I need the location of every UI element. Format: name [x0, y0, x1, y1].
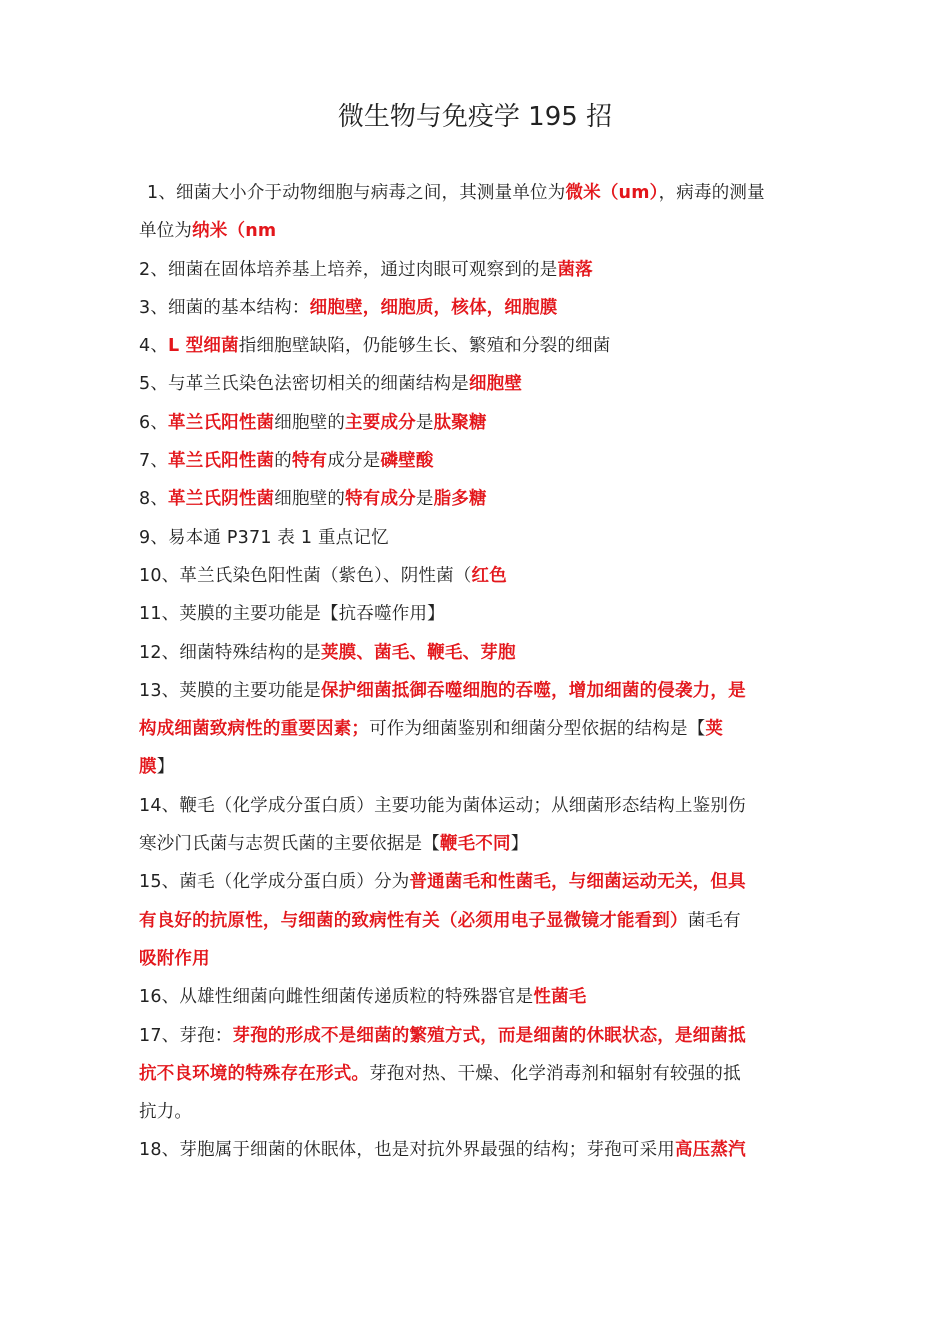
- list-item: [139, 480, 799, 518]
- text-line: [139, 480, 799, 518]
- highlighted-text: 普通菌毛和性菌毛，与细菌运动无关，但具: [409, 872, 746, 893]
- body-text: 1、细菌大小介于动物细胞与病毒之间，其测量单位为: [147, 183, 566, 203]
- highlighted-text: 吸附作用: [139, 948, 210, 969]
- list-item: [139, 595, 799, 633]
- body-text: 细胞壁的: [274, 412, 346, 433]
- text-line: [139, 710, 799, 748]
- body-text: 指细胞壁缺陷，仍能够生长、繁殖和分裂的细菌: [238, 336, 611, 357]
- text-line: [139, 212, 799, 250]
- highlighted-text: 脂多糖: [433, 489, 487, 510]
- body-text: 17、芽孢：: [139, 1025, 233, 1046]
- body-text: 13、荚膜的主要功能是: [139, 680, 321, 701]
- highlighted-text: 菌落: [557, 259, 593, 280]
- body-text: 2、细菌在固体培养基上培养，通过肉眼可观察到的是: [139, 259, 558, 280]
- text-line: [139, 404, 799, 442]
- text-line: [139, 595, 799, 633]
- highlighted-text: 革兰氏阳性菌: [168, 412, 275, 433]
- highlighted-text: 纳米（nm: [192, 221, 277, 242]
- text-line: [139, 365, 799, 403]
- text-line: [139, 978, 799, 1016]
- highlighted-text: 抗不良环境的特殊存在形式。: [139, 1063, 370, 1084]
- body-text: 12、细菌特殊结构的是: [139, 642, 321, 663]
- body-text: 5、与革兰氏染色法密切相关的细菌结构是: [139, 374, 469, 395]
- highlighted-text: 性菌毛: [533, 987, 587, 1008]
- text-line: [139, 1055, 799, 1093]
- text-line: [139, 825, 799, 863]
- body-text: 的: [274, 451, 292, 472]
- list-item: [139, 634, 799, 672]
- body-text: 】: [156, 757, 175, 778]
- list-item: [139, 787, 799, 864]
- body-text: 15、菌毛（化学成分蛋白质）分为: [139, 872, 410, 893]
- body-text: 11、荚膜的主要功能是【抗吞噬作用】: [139, 604, 445, 625]
- list-item: [139, 672, 799, 787]
- body-text: 单位为: [139, 221, 193, 242]
- text-line: [139, 327, 799, 365]
- highlighted-text: 保护细菌抵御吞噬细胞的吞噬，增加细菌的侵袭力，是: [320, 680, 746, 701]
- list-item: [139, 251, 799, 289]
- text-line: [139, 634, 799, 672]
- highlighted-text: L 型细菌: [168, 336, 239, 357]
- body-text: 抗力。: [139, 1102, 193, 1123]
- list-item: [139, 978, 799, 1016]
- text-line: [139, 940, 799, 978]
- body-text: 芽孢对热、干燥、化学消毒剂和辐射有较强的抵: [369, 1063, 741, 1084]
- highlighted-text: 主要成分: [345, 412, 416, 433]
- highlighted-text: 红色: [471, 565, 507, 586]
- page-title: 微生物与免疫学 195 招: [337, 102, 613, 132]
- body-text: 3、细菌的基本结构：: [139, 297, 310, 318]
- text-line: [139, 251, 799, 289]
- body-text: 】: [510, 834, 529, 855]
- highlighted-text: 荚膜、菌毛、鞭毛、芽胞: [320, 642, 516, 663]
- body-text: 4、: [139, 336, 169, 357]
- highlighted-text: 特有成分: [345, 489, 416, 510]
- list-item: [139, 327, 799, 365]
- list-item: [139, 289, 799, 327]
- text-line: [139, 1131, 799, 1169]
- list-item: [139, 174, 799, 251]
- body-text: 成分是: [327, 451, 381, 472]
- body-text: 细胞壁的: [274, 489, 346, 510]
- highlighted-text: 细胞壁，细胞质，核体，细胞膜: [309, 297, 558, 318]
- body-text: 9、易本通 P371 表 1 重点记忆: [139, 527, 389, 548]
- text-line: [139, 748, 799, 786]
- list-item: [139, 404, 799, 442]
- list-item: [139, 557, 799, 595]
- list-item: [139, 442, 799, 480]
- document-body: [139, 174, 799, 1170]
- highlighted-text: 革兰氏阳性菌: [168, 451, 275, 472]
- highlighted-text: 磷壁酸: [380, 451, 434, 472]
- highlighted-text: 细胞壁: [468, 374, 523, 395]
- highlighted-text: 特有: [291, 451, 328, 472]
- body-text: 菌毛有: [687, 910, 741, 931]
- highlighted-text: 膜: [139, 757, 157, 778]
- text-line: [139, 902, 799, 940]
- body-text: 8、: [139, 489, 169, 510]
- text-line: [139, 787, 799, 825]
- list-item: [139, 1017, 799, 1132]
- body-text: 16、从雄性细菌向雌性细菌传递质粒的特殊器官是: [139, 987, 534, 1008]
- body-text: 6、: [139, 412, 169, 433]
- highlighted-text: 革兰氏阴性菌: [168, 489, 275, 510]
- highlighted-text: 构成细菌致病性的重要因素；: [139, 719, 370, 740]
- body-text: 10、革兰氏染色阳性菌（紫色）、阴性菌（: [139, 565, 472, 586]
- highlighted-text: 鞭毛不同: [439, 834, 511, 855]
- body-text: 7、: [139, 451, 169, 472]
- highlighted-text: 芽孢的形成不是细菌的繁殖方式，而是细菌的休眠状态，是细菌抵: [232, 1025, 746, 1046]
- text-line: [139, 519, 799, 557]
- list-item: [139, 863, 799, 978]
- highlighted-text: 肽聚糖: [433, 412, 487, 433]
- body-text: ，病毒的测量: [658, 183, 765, 203]
- text-line: [139, 289, 799, 327]
- text-line: [139, 174, 799, 212]
- body-text: 14、鞭毛（化学成分蛋白质）主要功能为菌体运动；从细菌形态结构上鉴别伤: [139, 795, 746, 816]
- highlighted-text: 高压蒸汽: [674, 1140, 746, 1161]
- body-text: 18、芽胞属于细菌的休眠体，也是对抗外界最强的结构；芽孢可采用: [139, 1140, 675, 1161]
- highlighted-text: 有良好的抗原性，与细菌的致病性有关（必须用电子显微镜才能看到）: [139, 910, 688, 931]
- text-line: [139, 442, 799, 480]
- text-line: [139, 557, 799, 595]
- body-text: 寒沙门氏菌与志贺氏菌的主要依据是【: [139, 834, 440, 855]
- body-text: 是: [415, 412, 434, 433]
- body-text: 可作为细菌鉴别和细菌分型依据的结构是【: [369, 719, 706, 740]
- text-line: [139, 863, 799, 901]
- list-item: [139, 365, 799, 403]
- text-line: [139, 1093, 799, 1131]
- text-line: [139, 1017, 799, 1055]
- highlighted-text: 荚: [705, 719, 724, 740]
- highlighted-text: 微米（um）: [565, 183, 659, 203]
- list-item: [139, 1131, 799, 1169]
- list-item: [139, 519, 799, 557]
- text-line: [139, 672, 799, 710]
- body-text: 是: [415, 489, 434, 510]
